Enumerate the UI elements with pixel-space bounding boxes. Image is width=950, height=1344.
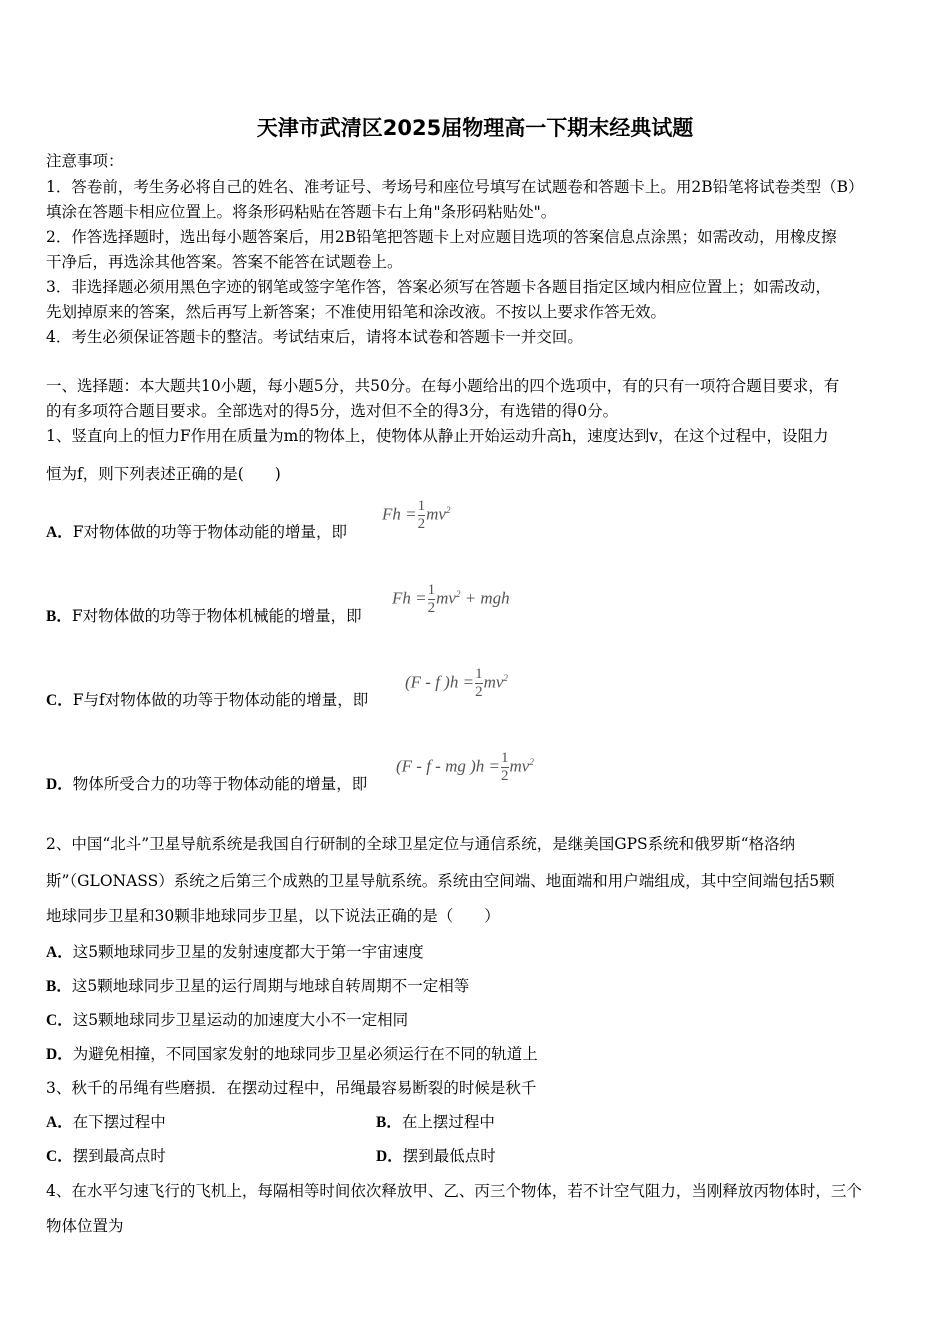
option-text: 这5颗地球同步卫星的发射速度都大于第一宇宙速度 <box>72 943 424 961</box>
q2-stem: 地球同步卫星和30颗非地球同步卫星，以下说法正确的是（ ） <box>46 907 500 925</box>
option-label: A． <box>46 1114 73 1131</box>
option-text: 为避免相撞，不同国家发射的地球同步卫星必须运行在不同的轨道上 <box>72 1045 538 1063</box>
q2-option <box>46 942 424 963</box>
formula-b: Fh = $\frac{1}{2}$ $mv^2$ + mgh <box>392 582 510 616</box>
notice-heading: 注意事项： <box>46 152 124 170</box>
formula-a: Fh = $\frac{1}{2}$ $mv^2$ <box>382 498 451 532</box>
option-label: C． <box>46 1148 73 1165</box>
formula-c: (F - f )h = $\frac{1}{2}$ $mv^2$ <box>405 666 508 700</box>
option-text: 在下摆过程中 <box>72 1113 166 1131</box>
option-label: A． <box>46 524 73 541</box>
option-label: D． <box>46 1046 73 1063</box>
q2-stem: 斯”（GLONASS）系统之后第三个成熟的卫星导航系统。系统由空间端、地面端和用户端组成，其中空间端包括5颗 <box>46 872 835 890</box>
option-text: 这5颗地球同步卫星运动的加速度大小不一定相同 <box>72 1011 409 1029</box>
q1-option-a <box>46 522 347 543</box>
q4-stem: 4、在水平匀速飞行的飞机上，每隔相等时间依次释放甲、乙、丙三个物体，若不计空气阻力，当刚释放丙物体时，三个 <box>46 1182 862 1200</box>
option-text: F与f对物体做的功等于物体动能的增量，即 <box>72 691 369 709</box>
option-label: C． <box>46 1012 73 1029</box>
option-label: D． <box>376 1148 403 1165</box>
option-label: B． <box>46 608 72 625</box>
notice-line: 干净后，再选涂其他答案。答案不能答在试题卷上。 <box>46 253 403 271</box>
page-title: 天津市武清区2025届物理高一下期末经典试题 <box>256 116 694 140</box>
notice-line: 先划掉原来的答案，然后再写上新答案；不准使用铅笔和涂改液。不按以上要求作答无效。 <box>46 303 667 321</box>
option-label: D． <box>46 776 73 793</box>
q2-option <box>46 1044 538 1065</box>
q3-option <box>46 1146 166 1167</box>
notice-line: 4．考生必须保证答题卡的整洁。考试结束后，请将本试卷和答题卡一并交回。 <box>46 328 583 346</box>
q3-option <box>376 1112 495 1133</box>
q2-option <box>46 1010 408 1031</box>
option-text: 摆到最低点时 <box>402 1147 496 1165</box>
option-label: C． <box>46 692 73 709</box>
q1-option-b <box>46 606 362 627</box>
option-text: F对物体做的功等于物体动能的增量，即 <box>72 523 347 541</box>
section-intro: 一、选择题：本大题共10小题，每小题5分，共50分。在每小题给出的四个选项中，有的只有一项符合题目要求，有 <box>46 377 840 395</box>
option-text: 摆到最高点时 <box>72 1147 166 1165</box>
q1-stem: 恒为f，则下列表述正确的是( ) <box>46 465 281 483</box>
notice-line: 3．非选择题必须用黑色字迹的钢笔或签字笔作答，答案必须写在答题卡各题目指定区域内相应位置上；如需改动， <box>46 278 831 296</box>
notice-line: 1．答卷前，考生务必将自己的姓名、准考证号、考场号和座位号填写在试题卷和答题卡上。用2B铅笔将试卷类型（B） <box>46 178 864 196</box>
q1-stem: 1、竖直向上的恒力F作用在质量为m的物体上，使物体从静止开始运动升高h，速度达到v，在这个过程中，设阻力 <box>46 427 829 445</box>
notice-line: 2．作答选择题时，选出每小题答案后，用2B铅笔把答题卡上对应题目选项的答案信息点涂黑；如需改动，用橡皮擦 <box>46 228 837 246</box>
q2-option <box>46 976 469 997</box>
option-label: A． <box>46 944 73 961</box>
notice-line: 填涂在答题卡相应位置上。将条形码粘贴在答题卡右上角"条形码粘贴处"。 <box>46 203 557 221</box>
q2-stem: 2、中国“北斗”卫星导航系统是我国自行研制的全球卫星定位与通信系统，是继美国GPS系统和俄罗斯“格洛纳 <box>46 835 796 853</box>
option-text: 在上摆过程中 <box>401 1113 495 1131</box>
q3-stem: 3、秋千的吊绳有些磨损．在摆动过程中，吊绳最容易断裂的时候是秋千 <box>46 1079 537 1097</box>
q1-option-c <box>46 690 368 711</box>
q1-option-d <box>46 774 367 795</box>
section-intro: 的有多项符合题目要求。全部选对的得5分，选对但不全的得3分，有选错的得0分。 <box>46 402 619 420</box>
option-text: 这5颗地球同步卫星的运行周期与地球自转周期不一定相等 <box>71 977 470 995</box>
q4-stem: 物体位置为 <box>46 1217 124 1235</box>
q3-option <box>376 1146 496 1167</box>
q3-option <box>46 1112 166 1133</box>
option-label: B． <box>376 1114 402 1131</box>
formula-d: (F - f - mg )h = $\frac{1}{2}$ $mv^2$ <box>396 750 534 784</box>
option-label: B． <box>46 978 72 995</box>
option-text: 物体所受合力的功等于物体动能的增量，即 <box>72 775 368 793</box>
option-text: F对物体做的功等于物体机械能的增量，即 <box>71 607 362 625</box>
